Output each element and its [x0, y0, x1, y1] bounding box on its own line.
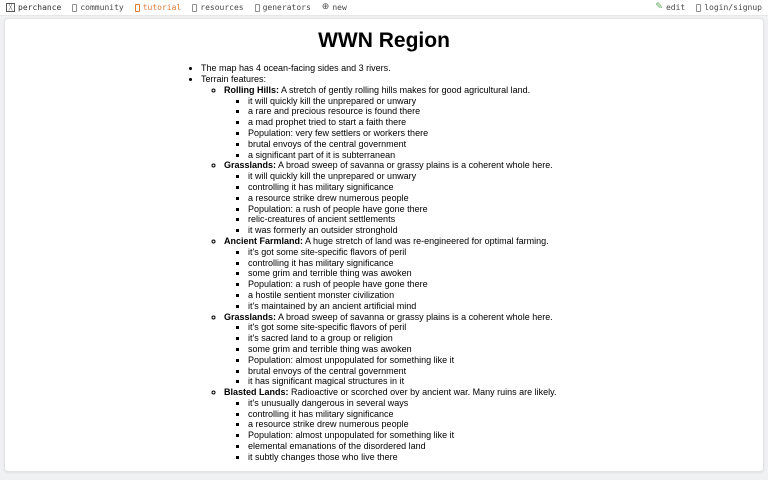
terrain-detail-item: ▪ Population: almost unpopulated for something like it [248, 430, 593, 441]
terrain-detail-list [224, 171, 593, 236]
terrain-desc: A huge stretch of land was re-engineered for optimal farming. [305, 235, 549, 246]
nav-label-tutorial: tutorial [142, 3, 182, 12]
new-plus-circle-icon: ⊕ [321, 2, 330, 12]
terrain-name: Grasslands: [224, 160, 277, 171]
terrain-item [224, 387, 593, 463]
terrain-features-item [201, 74, 593, 463]
resources-icon [192, 4, 197, 12]
terrain-detail-item: ▪ Population: a rush of people have gone there [248, 279, 593, 290]
terrain-desc: A stretch of gently rolling hills makes for good agricultural land. [281, 84, 531, 95]
nav-item-community[interactable] [72, 3, 123, 12]
terrain-item [224, 312, 593, 388]
terrain-detail-item: ▪ elemental emanations of the disordered land [248, 441, 593, 452]
nav-item-new[interactable] [322, 3, 347, 12]
terrain-detail-item: ▪ Population: very few settlers or workers there [248, 128, 593, 139]
intro-item: • The map has 4 ocean-facing sides and 3 rivers. [201, 63, 593, 74]
tutorial-icon [135, 4, 140, 12]
terrain-detail-list [224, 96, 593, 161]
terrain-detail-item: ▪ it's got some site-specific flavors of peril [248, 322, 593, 333]
generators-icon [255, 4, 260, 12]
terrain-detail-item: ▪ Population: almost unpopulated for something like it [248, 355, 593, 366]
terrain-detail-item: ▪ brutal envoys of the central government [248, 139, 593, 150]
terrain-detail-item: ▪ controlling it has military significance [248, 258, 593, 269]
top-navigation-bar [0, 0, 768, 16]
terrain-desc: A broad sweep of savanna or grassy plains is a coherent whole here. [278, 311, 553, 322]
nav-label-new: new [332, 3, 347, 12]
terrain-detail-item: ▪ it's got some site-specific flavors of peril [248, 247, 593, 258]
terrain-detail-item: ▪ controlling it has military significance [248, 409, 593, 420]
edit-label: edit [665, 3, 686, 12]
login-icon [696, 4, 701, 12]
terrain-detail-item: ▪ it was formerly an outsider stronghold [248, 225, 593, 236]
terrain-desc: A broad sweep of savanna or grassy plains is a coherent whole here. [278, 160, 553, 171]
terrain-list [201, 85, 593, 463]
page-title: WWN Region [318, 29, 450, 52]
terrain-name: Blasted Lands: [224, 387, 289, 398]
terrain-features-label: Terrain features: [201, 73, 267, 84]
terrain-detail-list [224, 322, 593, 387]
terrain-item [224, 236, 593, 312]
terrain-detail-item: ▪ it has significant magical structures in it [248, 376, 593, 387]
edit-pencil-icon: ✎ [655, 2, 663, 12]
terrain-name: Rolling Hills: [224, 84, 279, 95]
login-label: login/signup [704, 3, 762, 12]
terrain-detail-item: ▪ a rare and precious resource is found there [248, 106, 593, 117]
terrain-detail-item: ▪ some grim and terrible thing was awoken [248, 268, 593, 279]
terrain-detail-item: ▪ controlling it has military significance [248, 182, 593, 193]
nav-item-tutorial[interactable] [135, 3, 182, 12]
terrain-detail-item: ▪ it will quickly kill the unprepared or unwary [248, 96, 593, 107]
terrain-desc: Radioactive or scorched over by ancient war. Many ruins are likely. [291, 387, 557, 398]
terrain-detail-item: ▪ a resource strike drew numerous people [248, 419, 593, 430]
terrain-detail-list [224, 247, 593, 312]
edit-button[interactable] [655, 3, 685, 12]
terrain-detail-item: ▪ it will quickly kill the unprepared or unwary [248, 171, 593, 182]
perchance-dice-logo-icon: ╳ [6, 3, 15, 12]
terrain-detail-item: ▪ relic-creatures of ancient settlements [248, 214, 593, 225]
brand-home-link[interactable] [6, 3, 61, 12]
nav-label-community: community [80, 3, 124, 12]
brand-label: perchance [18, 3, 62, 12]
terrain-detail-item: ▪ Population: a rush of people have gone there [248, 204, 593, 215]
terrain-detail-item: ▪ it subtly changes those who live there [248, 452, 593, 463]
community-icon [72, 4, 77, 12]
terrain-detail-item: ▪ a resource strike drew numerous people [248, 193, 593, 204]
terrain-name: Ancient Farmland: [224, 235, 304, 246]
terrain-name: Grasslands: [224, 311, 277, 322]
terrain-detail-item: ▪ brutal envoys of the central government [248, 366, 593, 377]
terrain-detail-item: ▪ it's maintained by an ancient artificial mind [248, 301, 593, 312]
generator-output-panel [4, 18, 764, 472]
terrain-item [224, 85, 593, 161]
login-signup-button[interactable] [696, 3, 762, 12]
nav-item-resources[interactable] [192, 3, 243, 12]
top-level-list [175, 63, 593, 462]
nav-label-generators: generators [262, 3, 311, 12]
terrain-item [224, 160, 593, 236]
terrain-detail-item: ▪ a hostile sentient monster civilization [248, 290, 593, 301]
nav-item-generators[interactable] [255, 3, 311, 12]
terrain-detail-item: ▪ it's unusually dangerous in several ways [248, 398, 593, 409]
terrain-detail-item: ▪ it's sacred land to a group or religion [248, 333, 593, 344]
terrain-detail-item: ▪ some grim and terrible thing was awoken [248, 344, 593, 355]
terrain-detail-list [224, 398, 593, 463]
generator-output-content [175, 28, 593, 463]
nav-label-resources: resources [200, 3, 244, 12]
terrain-detail-item: ▪ a mad prophet tried to start a faith there [248, 117, 593, 128]
terrain-detail-item: ▪ a significant part of it is subterranean [248, 150, 593, 161]
